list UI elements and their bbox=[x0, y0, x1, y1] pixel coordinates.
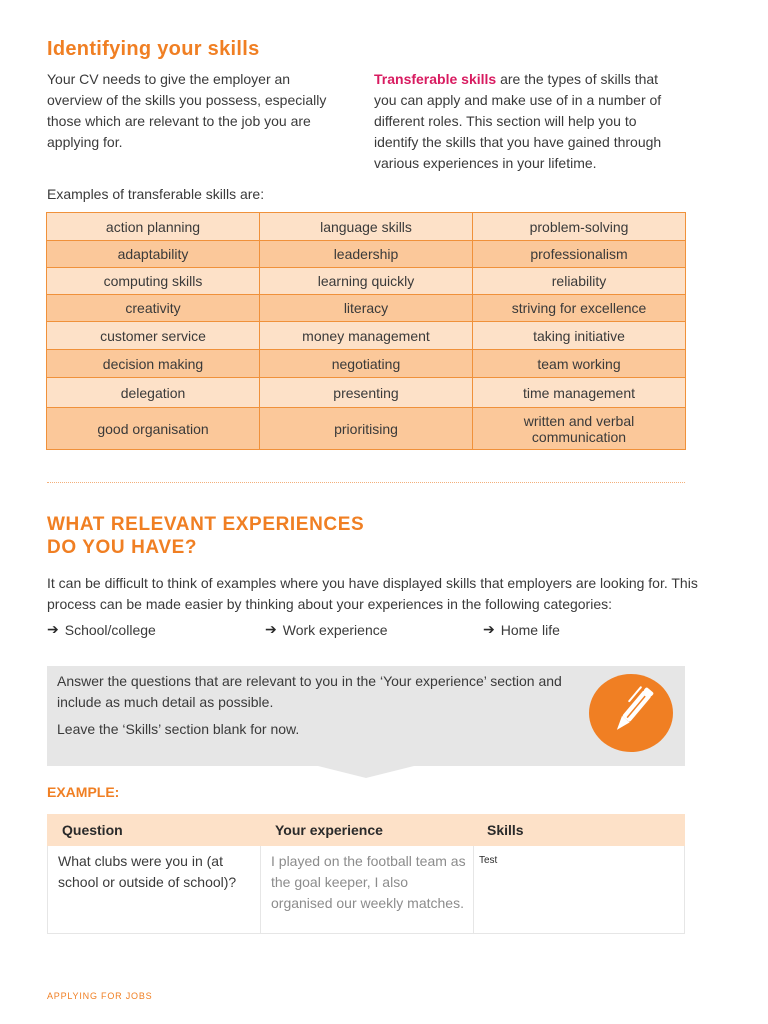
skill-cell: prioritising bbox=[260, 408, 473, 450]
skill-cell: taking initiative bbox=[473, 322, 686, 350]
skill-cell: good organisation bbox=[47, 408, 260, 450]
section-heading-line2: DO YOU HAVE? bbox=[47, 537, 198, 558]
skill-cell: written and verbal communication bbox=[473, 408, 686, 450]
header-experience: Your experience bbox=[275, 822, 383, 838]
skill-cell: striving for excellence bbox=[473, 295, 686, 322]
example-label: EXAMPLE: bbox=[47, 784, 120, 800]
transferable-skills-highlight: Transferable skills bbox=[374, 71, 497, 87]
example-experience: I played on the football team as the goal keeper, I also organised our weekly matches. bbox=[271, 853, 466, 911]
category-label: Work experience bbox=[282, 621, 388, 638]
arrow-right-icon: ➔ bbox=[47, 621, 59, 637]
transferable-skills-paragraph bbox=[374, 69, 684, 174]
section-divider bbox=[47, 482, 685, 483]
skills-row bbox=[47, 408, 686, 450]
category-home bbox=[483, 621, 560, 638]
skills-row bbox=[47, 241, 686, 268]
arrow-right-icon: ➔ bbox=[483, 621, 495, 637]
column-divider bbox=[260, 846, 261, 933]
skill-cell: decision making bbox=[47, 350, 260, 378]
column-divider bbox=[473, 846, 474, 933]
transferable-skills-table bbox=[46, 212, 686, 450]
examples-label: Examples of transferable skills are: bbox=[47, 186, 265, 202]
skills-row bbox=[47, 295, 686, 322]
skills-row bbox=[47, 213, 686, 241]
category-work bbox=[265, 621, 388, 638]
skill-cell: money management bbox=[260, 322, 473, 350]
pen-icon bbox=[589, 674, 673, 752]
skill-cell: action planning bbox=[47, 213, 260, 241]
skill-cell: professionalism bbox=[473, 241, 686, 268]
example-question: What clubs were you in (at school or outside of school)? bbox=[58, 853, 237, 890]
section-heading-line1: WHAT RELEVANT EXPERIENCES bbox=[47, 514, 365, 535]
arrow-right-icon: ➔ bbox=[265, 621, 277, 637]
instruction-line1: Answer the questions that are relevant to you in the ‘Your experience’ section and include as much detail as possible. bbox=[57, 673, 562, 710]
skills-row bbox=[47, 268, 686, 295]
instruction-text bbox=[57, 671, 577, 740]
skill-cell: reliability bbox=[473, 268, 686, 295]
category-label: School/college bbox=[64, 621, 156, 638]
section-heading bbox=[47, 513, 364, 559]
skill-cell: language skills bbox=[260, 213, 473, 241]
pen-icon-badge bbox=[589, 674, 673, 752]
experiences-intro: It can be difficult to think of examples where you have displayed skills that employers are looking for. This process can be made easier by thinking about your experiences in the following categories: bbox=[47, 575, 698, 612]
skill-cell: adaptability bbox=[47, 241, 260, 268]
instruction-line2: Leave the ‘Skills’ section blank for now. bbox=[57, 721, 300, 737]
skill-cell: computing skills bbox=[47, 268, 260, 295]
skills-row bbox=[47, 350, 686, 378]
header-skills: Skills bbox=[487, 822, 524, 838]
category-label: Home life bbox=[500, 621, 560, 638]
skill-cell: time management bbox=[473, 378, 686, 408]
example-skills: Test bbox=[479, 855, 498, 866]
skills-row bbox=[47, 322, 686, 350]
skill-cell: presenting bbox=[260, 378, 473, 408]
skill-cell: problem-solving bbox=[473, 213, 686, 241]
page-title: Identifying your skills bbox=[47, 38, 260, 60]
footer-section-label: APPLYING FOR JOBS bbox=[47, 991, 153, 1001]
skill-cell: team working bbox=[473, 350, 686, 378]
transferable-skills-text: are the types of skills that you can apply and make use of in a number of different roles. This section will help you to identify the skills that you have gained through various experiences in your lifetime. bbox=[374, 71, 662, 171]
cv-intro-paragraph: Your CV needs to give the employer an overview of the skills you possess, especially those which are relevant to the job you are applying for. bbox=[47, 71, 327, 150]
category-school bbox=[47, 621, 156, 638]
skill-cell: negotiating bbox=[260, 350, 473, 378]
skill-cell: learning quickly bbox=[260, 268, 473, 295]
example-table-header bbox=[47, 814, 685, 846]
header-question: Question bbox=[62, 822, 123, 838]
skills-row bbox=[47, 378, 686, 408]
skill-cell: customer service bbox=[47, 322, 260, 350]
skill-cell: leadership bbox=[260, 241, 473, 268]
skill-cell: delegation bbox=[47, 378, 260, 408]
skill-cell: literacy bbox=[260, 295, 473, 322]
skill-cell: creativity bbox=[47, 295, 260, 322]
example-table-row bbox=[47, 846, 685, 934]
